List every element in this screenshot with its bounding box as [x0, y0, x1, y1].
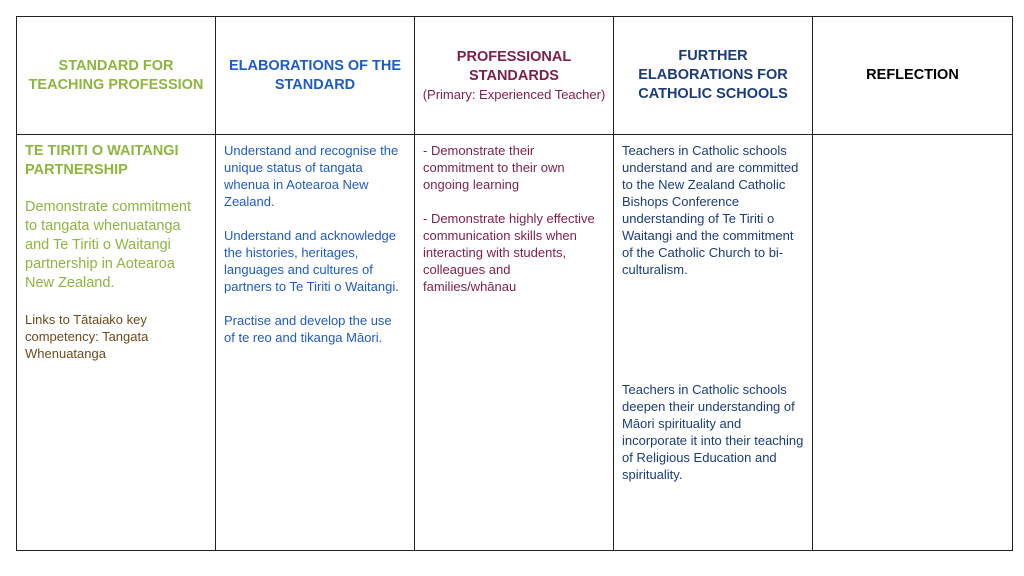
professional-cell	[415, 135, 614, 551]
header-reflection	[813, 17, 1013, 135]
elaboration-item: Understand and acknowledge the histories, heritages, languages and cultures of partners to Te Tiriti o Waitangi.	[224, 228, 399, 294]
professional-item: - Demonstrate their commitment to their own ongoing learning	[423, 143, 565, 192]
header-standard	[17, 17, 216, 135]
header-elaborations	[216, 17, 415, 135]
standard-description: Demonstrate commitment to tangata whenuatanga and Te Tiriti o Waitangi partnership in Aotearoa New Zealand.	[25, 199, 191, 291]
reflection-text	[813, 135, 1012, 142]
header-elaborations-label: ELABORATIONS OF THE STANDARD	[228, 57, 402, 93]
header-row	[17, 17, 1013, 135]
catholic-cell	[614, 135, 813, 551]
catholic-item: Teachers in Catholic schools understand and are committed to the New Zealand Catholic Bishops Conference understanding of Te Tiriti o Waitangi and the commitment of the Catholic Church to bi-culturalism.	[622, 143, 799, 277]
reflection-cell[interactable]	[813, 135, 1013, 551]
header-professional	[415, 17, 614, 135]
standard-title: TE TIRITI O WAITANGI PARTNERSHIP	[25, 143, 179, 178]
elaboration-item: Practise and develop the use of te reo and tikanga Māori.	[224, 313, 392, 345]
professional-item: - Demonstrate highly effective communication skills when interacting with students, colleagues and families/whānau	[423, 211, 595, 294]
header-catholic-label: FURTHER ELABORATIONS FOR CATHOLIC SCHOOLS	[638, 48, 788, 102]
header-professional-sub: (Primary: Experienced Teacher)	[422, 87, 606, 102]
elaboration-item: Understand and recognise the unique status of tangata whenua in Aotearoa New Zealand.	[224, 143, 399, 209]
header-catholic	[614, 17, 813, 135]
header-standard-label: STANDARD FOR TEACHING PROFESSION	[28, 57, 204, 93]
content-row	[17, 135, 1013, 551]
catholic-item: Teachers in Catholic schools deepen their understanding of Māori spirituality and incorporate it into their teaching of Religious Education and spirituality.	[622, 382, 804, 482]
elaborations-cell	[216, 135, 415, 551]
standard-cell	[17, 135, 216, 551]
header-professional-label: PROFESSIONAL STANDARDS	[456, 49, 572, 84]
standards-table	[16, 16, 1013, 551]
standard-links: Links to Tātaiako key competency: Tangata Whenuatanga	[25, 312, 149, 361]
header-reflection-label: REFLECTION	[866, 67, 959, 83]
